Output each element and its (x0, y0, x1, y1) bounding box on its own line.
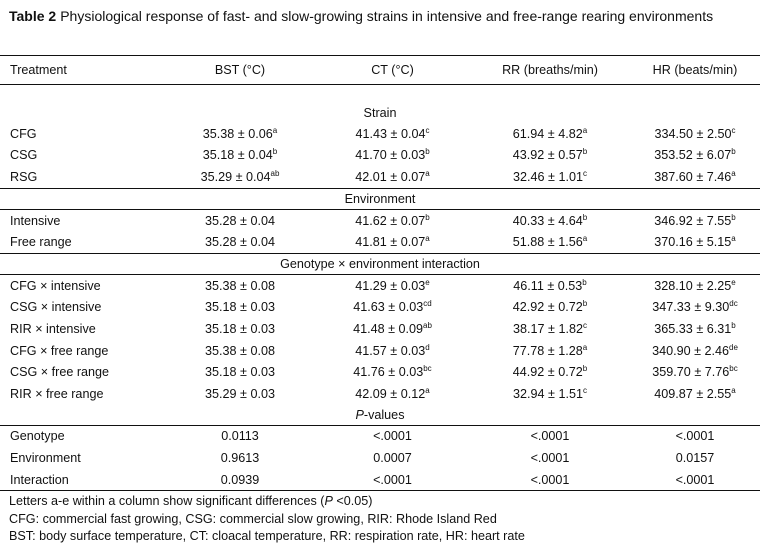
cell-treatment: RIR × intensive (10, 321, 96, 336)
significance-letter: de (729, 342, 738, 352)
significance-letter: b (582, 147, 588, 157)
cell-treatment: CSG (10, 148, 38, 163)
cell-hr: 340.90 ± 2.46de (652, 342, 738, 358)
cell-rr: <.0001 (470, 425, 630, 447)
cell-hr: <.0001 (630, 425, 760, 447)
significance-letter: a (425, 385, 430, 395)
cell-rr: 40.33 ± 4.64$^b$ (470, 209, 630, 231)
cell-bst: 35.18 ± 0.03 (205, 321, 275, 336)
cell-treatment: CSG × intensive (10, 300, 102, 315)
cell-hr: 346.92 ± 7.55$^b$ (630, 209, 760, 231)
cell-bst: 35.29 ± 0.04$^{ab}$ (200, 168, 280, 184)
significance-letter: e (731, 277, 736, 287)
cell-hr: 347.33 ± 9.30$^{dc}$ (652, 299, 738, 315)
section-environment (0, 188, 760, 209)
significance-letter: b (731, 147, 736, 157)
table-row (0, 318, 760, 340)
significance-letter: b (425, 147, 430, 157)
cell-ct: <.0001 (315, 425, 470, 447)
cell-rr: 61.94 ± 4.82$^a$ (512, 125, 588, 141)
significance-letter: a (731, 234, 736, 244)
cell-ct: 42.01 ± 0.07$^a$ (355, 168, 430, 184)
cell-hr: 353.52 ± 6.07$^b$ (654, 147, 736, 163)
table-row (0, 297, 760, 319)
cell-rr: 43.92 ± 0.57$^b$ (512, 147, 588, 163)
significance-letter: cd (423, 299, 432, 309)
section-strain (0, 103, 760, 123)
cell-treatment: CFG × intensive (0, 274, 165, 296)
significance-letter: a (425, 168, 430, 178)
cell-treatment: Genotype (0, 425, 165, 447)
cell-bst: 35.28 ± 0.04 (205, 235, 275, 250)
section-pvalues (0, 405, 760, 426)
footnote-significance: Letters a-e within a column show significant differences (P <0.05) (9, 494, 373, 508)
cell-rr: <.0001 (470, 469, 630, 491)
significance-letter: b (272, 147, 278, 157)
cell-bst: 0.0113 (165, 425, 315, 447)
cell-ct: 41.57 ± 0.03$^d$ (355, 342, 430, 358)
cell-ct: 41.70 ± 0.03$^b$ (355, 147, 430, 163)
table-row (0, 274, 760, 296)
section-label-pvalues (0, 405, 760, 426)
cell-rr: 38.17 ± 1.82$^c$ (513, 320, 587, 336)
cell-treatment: Intensive (0, 209, 165, 231)
section-label-interaction: Genotype × environment interaction (0, 253, 760, 274)
cell-hr: 334.50 ± 2.50$^c$ (654, 125, 736, 141)
cell-hr: 370.16 ± 5.15$^a$ (654, 234, 736, 250)
col-header-rr: RR (breaths/min) (502, 63, 598, 77)
table-label: Table 2 (9, 8, 57, 24)
cell-rr: 51.88 ± 1.56$^a$ (512, 234, 588, 250)
cell-ct: 41.29 ± 0.03$^e$ (315, 274, 470, 296)
significance-letter: a (582, 125, 588, 135)
table-row (0, 383, 760, 405)
col-header-treatment: Treatment (10, 63, 67, 77)
pvalues-p: P (355, 407, 364, 422)
significance-letter: b (731, 212, 736, 222)
significance-letter: c (582, 385, 587, 395)
significance-letter: b (582, 364, 588, 374)
table-row (0, 231, 760, 253)
cell-bst: 35.28 ± 0.04 (165, 209, 315, 231)
cell-treatment: RIR × free range (10, 386, 104, 401)
section-label-environment: Environment (0, 188, 760, 209)
cell-ct: <.0001 (315, 469, 470, 491)
cell-rr: 44.92 ± 0.72$^b$ (512, 364, 588, 380)
significance-letter: a (425, 234, 430, 244)
table-row (0, 166, 760, 188)
cell-rr: 32.94 ± 1.51$^c$ (513, 385, 587, 401)
cell-bst: 35.18 ± 0.03 (205, 300, 275, 315)
table-row (0, 145, 760, 167)
col-header-hr: HR (beats/min) (652, 63, 738, 77)
col-header-bst: BST (°C) (214, 63, 266, 77)
cell-treatment: Interaction (0, 469, 165, 491)
cell-bst: 0.9613 (220, 450, 260, 465)
cell-hr: 359.70 ± 7.76$^{bc}$ (652, 364, 738, 380)
table-caption (9, 7, 754, 25)
significance-letter: dc (729, 299, 738, 309)
cell-rr: <.0001 (530, 450, 570, 465)
significance-letter: c (582, 320, 587, 330)
significance-letter: b (731, 320, 736, 330)
cell-treatment: RSG (10, 169, 38, 184)
cell-hr: 328.10 ± 2.25$^e$ (630, 274, 760, 296)
significance-letter: a (582, 234, 588, 244)
significance-letter: bc (729, 364, 738, 374)
significance-letter: b (582, 212, 588, 222)
cell-ct: 41.62 ± 0.07$^b$ (315, 209, 470, 231)
pvalues-suffix: -values (363, 407, 405, 422)
cell-hr: 0.0157 (675, 450, 715, 465)
cell-ct: 41.76 ± 0.03$^{bc}$ (353, 364, 432, 380)
cell-bst: 35.18 ± 0.04$^b$ (202, 147, 278, 163)
footnote-abbrev-measures: BST: body surface temperature, CT: cloacal temperature, RR: respiration rate, HR: heart rate (9, 529, 525, 543)
table-row (0, 447, 760, 469)
cell-treatment: Free range (10, 235, 72, 250)
section-label-strain: Strain (363, 106, 397, 120)
cell-treatment: Environment (10, 450, 81, 465)
cell-ct: 41.63 ± 0.03$^{cd}$ (353, 299, 432, 315)
significance-letter: ab (423, 320, 432, 330)
table-row (0, 425, 760, 447)
significance-letter: a (272, 125, 278, 135)
cell-bst: 35.38 ± 0.06$^a$ (202, 125, 278, 141)
cell-ct: 42.09 ± 0.12$^a$ (355, 385, 430, 401)
cell-ct: 41.81 ± 0.07$^a$ (355, 234, 430, 250)
section-interaction (0, 253, 760, 274)
cell-hr: <.0001 (630, 469, 760, 491)
cell-rr: 32.46 ± 1.01$^c$ (513, 168, 587, 184)
cell-hr: 409.87 ± 2.55$^a$ (654, 385, 736, 401)
cell-ct: 41.43 ± 0.04$^c$ (355, 125, 430, 141)
cell-rr: 46.11 ± 0.53$^b$ (470, 274, 630, 296)
cell-rr: 42.92 ± 0.72$^b$ (512, 299, 588, 315)
table-footnotes (9, 493, 525, 546)
footnote-abbrev-strains: CFG: commercial fast growing, CSG: commercial slow growing, RIR: Rhode Island Red (9, 511, 497, 526)
significance-letter: c (582, 168, 587, 178)
cell-treatment: CFG × free range (10, 343, 109, 358)
significance-letter: bc (423, 364, 432, 374)
table-row (0, 340, 760, 362)
table-title: Physiological response of fast- and slow-growing strains in intensive and free-range rearing environments (60, 8, 714, 24)
col-header-ct: CT (°C) (371, 63, 414, 77)
significance-letter: b (582, 277, 587, 287)
significance-letter: d (425, 342, 430, 352)
cell-ct: 41.48 ± 0.09$^{ab}$ (353, 320, 432, 336)
table-row (0, 469, 760, 491)
cell-hr: 387.60 ± 7.46$^a$ (654, 168, 736, 184)
cell-rr: 77.78 ± 1.28$^a$ (512, 342, 588, 358)
significance-letter: ab (270, 168, 280, 178)
table-row (0, 361, 760, 383)
significance-letter: b (425, 212, 430, 222)
significance-letter: c (425, 125, 430, 135)
cell-bst: 35.38 ± 0.08 (205, 343, 275, 358)
cell-bst: 35.29 ± 0.03 (205, 386, 275, 401)
significance-letter: a (582, 342, 588, 352)
cell-treatment: CFG (10, 126, 37, 141)
cell-ct: 0.0007 (373, 450, 412, 465)
cell-bst: 35.18 ± 0.03 (205, 365, 275, 380)
cell-hr: 365.33 ± 6.31$^b$ (654, 320, 736, 336)
significance-letter: c (731, 125, 736, 135)
table-row (0, 123, 760, 145)
data-table (0, 56, 760, 491)
significance-letter: b (582, 299, 588, 309)
significance-letter: a (731, 385, 736, 395)
table-row (0, 209, 760, 231)
cell-treatment: CSG × free range (10, 365, 110, 380)
header-row (0, 56, 760, 85)
cell-bst: 35.38 ± 0.08 (165, 274, 315, 296)
significance-letter: a (731, 168, 736, 178)
significance-letter: e (425, 277, 430, 287)
cell-bst: 0.0939 (165, 469, 315, 491)
